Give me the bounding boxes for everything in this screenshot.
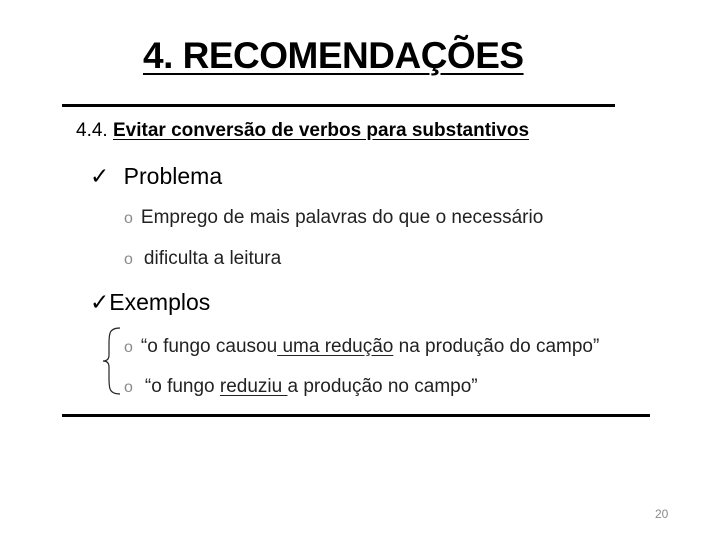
bottom-divider [62,414,650,417]
problem-label: Problema [123,163,223,189]
check-icon: ✓ [90,164,110,190]
list-item [124,374,478,401]
example-1-after: na produção do campo” [393,336,600,357]
example-1-before: “o fungo causou [140,336,278,357]
example-2-before: “o fungo [144,376,220,397]
list-item [124,246,281,273]
problem-item-2: dificulta a leitura [143,248,282,269]
check-icon: ✓ [90,290,110,316]
section-title: Evitar conversão de verbos para substantivos [112,120,530,141]
top-divider [62,104,615,107]
slide-title: 4. RECOMENDAÇÕES [143,35,524,76]
circle-bullet-icon: o [124,379,133,396]
section-heading [76,118,529,144]
examples-heading [90,287,210,318]
example-2-after: a produção no campo” [287,376,478,397]
example-2-underlined: reduziu [219,376,288,397]
list-item [124,334,599,361]
example-1-underlined: uma redução [277,336,394,357]
left-brace-icon [100,326,124,396]
problem-heading [90,161,222,192]
circle-bullet-icon: o [124,339,133,356]
list-item [124,205,543,232]
circle-bullet-icon: o [124,251,133,268]
circle-bullet-icon: o [124,210,133,227]
section-number: 4.4. [76,120,108,141]
examples-label: Exemplos [109,289,211,315]
problem-item-1: Emprego de mais palavras do que o necessário [140,207,544,228]
slide-number: 20 [655,507,669,521]
